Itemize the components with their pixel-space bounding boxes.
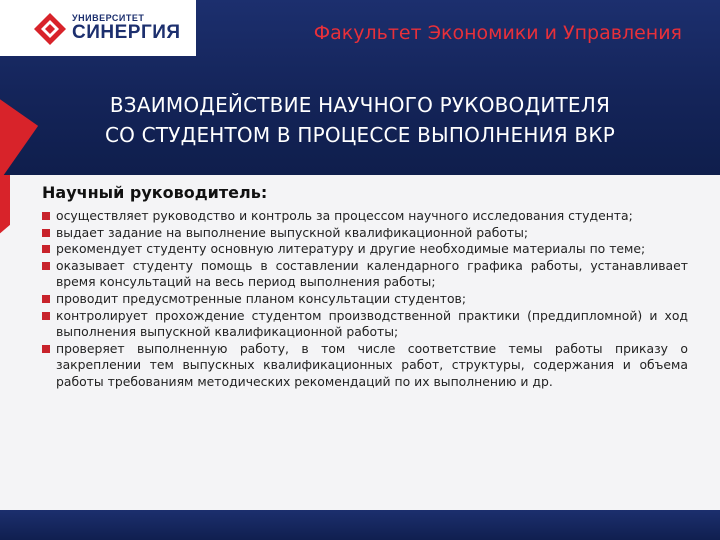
- list-item: проверяет выполненную работу, в том числе соответствие темы работы приказу о закреплении тем выпускных квалификационных работ, структуры, содержания и объема работы требованиям методических рекомендаций по их выполнению и др.: [42, 341, 688, 391]
- logo-wordmark: [72, 13, 181, 43]
- square-bullet-icon: [42, 229, 50, 237]
- left-ribbon-decoration: [0, 175, 30, 510]
- page-title: [0, 90, 720, 150]
- logo-line-1: УНИВЕРСИТЕТ: [72, 13, 145, 23]
- square-bullet-icon: [42, 312, 50, 320]
- footer-band: [0, 510, 720, 540]
- header-banner: [0, 0, 720, 175]
- list-item: выдает задание на выполнение выпускной квалификационной работы;: [42, 225, 688, 242]
- list-item: осуществляет руководство и контроль за процессом научного исследования студента;: [42, 208, 688, 225]
- square-bullet-icon: [42, 245, 50, 253]
- logo-line-2: СИНЕРГИЯ: [72, 22, 181, 43]
- title-line-1: ВЗАИМОДЕЙСТВИЕ НАУЧНОГО РУКОВОДИТЕЛЯ: [109, 93, 611, 117]
- square-bullet-icon: [42, 345, 50, 353]
- list-item: рекомендует студенту основную литературу и другие необходимые материалы по теме;: [42, 241, 688, 258]
- square-bullet-icon: [42, 262, 50, 270]
- faculty-name: Факультет Экономики и Управления: [313, 22, 682, 44]
- list-item: оказывает студенту помощь в составлении календарного графика работы, устанавливает время консультаций на весь период выполнения работы;: [42, 258, 688, 291]
- logo: [0, 0, 196, 56]
- synergy-logo-icon: [33, 12, 67, 46]
- duties-list: [42, 208, 688, 391]
- section-subtitle: Научный руководитель:: [42, 183, 268, 202]
- title-line-2: СО СТУДЕНТОМ В ПРОЦЕССЕ ВЫПОЛНЕНИЯ ВКР: [104, 123, 615, 147]
- content-area: [42, 183, 688, 391]
- square-bullet-icon: [42, 295, 50, 303]
- square-bullet-icon: [42, 212, 50, 220]
- list-item: проводит предусмотренные планом консультации студентов;: [42, 291, 688, 308]
- list-item: контролирует прохождение студентом производственной практики (преддипломной) и ход выполнения выпускной квалификационной работы;: [42, 308, 688, 341]
